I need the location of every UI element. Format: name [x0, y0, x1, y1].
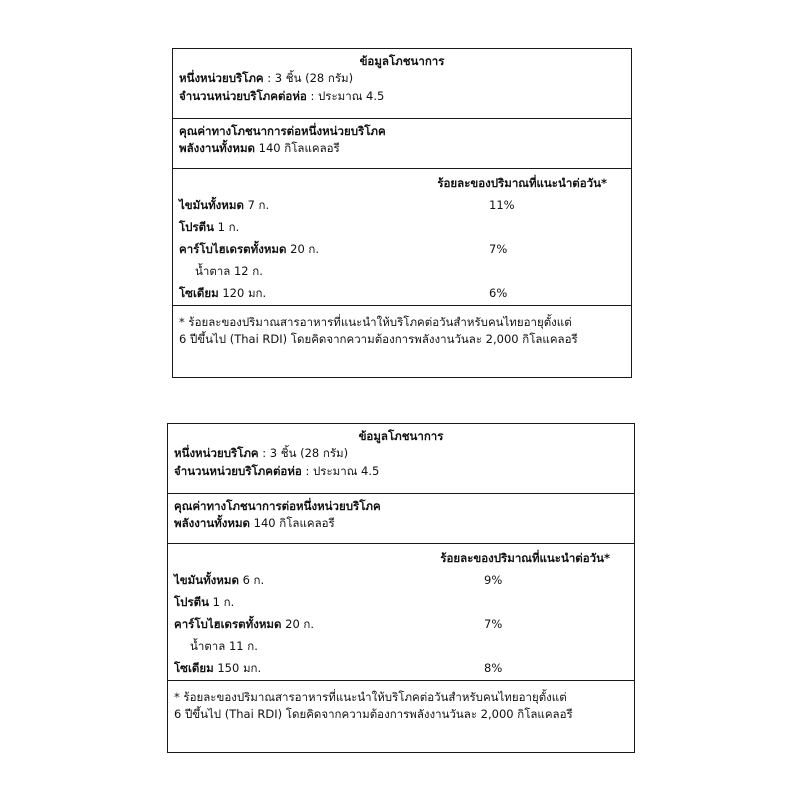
- nutrients-section: [173, 169, 631, 306]
- per-serving-heading: คุณค่าทางโภชนาการต่อหนึ่งหน่วยบริโภค: [179, 124, 386, 138]
- nutrient-name: ไขมันทั้งหมด: [179, 198, 244, 212]
- nutrients-section: [168, 544, 634, 681]
- nutrition-label-1: [172, 48, 632, 378]
- footnote-line-2: 6 ปีขึ้นไป (Thai RDI) โดยคิดจากความต้องการพลังงานวันละ 2,000 กิโลแคลอรี: [179, 332, 578, 347]
- nutrient-amount: 6 ก.: [238, 573, 265, 587]
- nutrient-row-sodium: [179, 285, 625, 307]
- rdi-heading: ร้อยละของปริมาณที่แนะนำต่อวัน*: [440, 551, 610, 565]
- rdi-heading: ร้อยละของปริมาณที่แนะนำต่อวัน*: [437, 176, 607, 190]
- nutrient-amount: น้ำตาล 12 ก.: [195, 264, 263, 278]
- servings-per-pack-value: : ประมาณ 4.5: [306, 88, 385, 103]
- serving-size-value: : 3 ชิ้น (28 กรัม): [263, 71, 354, 86]
- energy-value: 140 กิโลแคลอรี: [255, 141, 340, 156]
- footnote-line-1: * ร้อยละของปริมาณสารอาหารที่แนะนำให้บริโภคต่อวันสำหรับคนไทยอายุตั้งแต่: [174, 690, 567, 704]
- nutrient-row-protein: [179, 219, 625, 241]
- label-title: ข้อมูลโภชนาการ: [358, 429, 444, 443]
- energy-section: [168, 494, 634, 544]
- nutrient-pct: 9%: [484, 573, 503, 587]
- servings-per-pack-value: : ประมาณ 4.5: [301, 463, 380, 478]
- energy-line: [179, 140, 625, 157]
- serving-info-section: [168, 424, 634, 494]
- nutrient-row-fat: [174, 572, 628, 594]
- nutrient-row-sugar: [179, 263, 625, 285]
- nutrient-name: โปรตีน: [174, 595, 209, 609]
- energy-section: [173, 119, 631, 169]
- nutrient-amount: น้ำตาล 11 ก.: [190, 639, 258, 653]
- nutrient-amount: 7 ก.: [243, 198, 270, 212]
- nutrient-pct: 11%: [489, 198, 515, 212]
- footnote-line-2: 6 ปีขึ้นไป (Thai RDI) โดยคิดจากความต้องการพลังงานวันละ 2,000 กิโลแคลอรี: [174, 707, 573, 722]
- label-title: ข้อมูลโภชนาการ: [359, 54, 445, 68]
- energy-label: พลังงานทั้งหมด: [174, 516, 251, 531]
- footnote-section: [168, 681, 634, 728]
- servings-per-pack-label: จำนวนหน่วยบริโภคต่อห่อ: [174, 463, 302, 478]
- nutrient-name: ไขมันทั้งหมด: [174, 573, 239, 587]
- nutrient-amount: 1 ก.: [208, 595, 235, 609]
- serving-info-section: [173, 49, 631, 119]
- serving-size-label: หนึ่งหน่วยบริโภค: [179, 71, 264, 86]
- footnote-line-1: * ร้อยละของปริมาณสารอาหารที่แนะนำให้บริโภคต่อวันสำหรับคนไทยอายุตั้งแต่: [179, 315, 572, 329]
- serving-size-line: [179, 70, 625, 87]
- serving-size-label: หนึ่งหน่วยบริโภค: [174, 446, 259, 461]
- nutrient-pct: 8%: [484, 661, 503, 675]
- energy-value: 140 กิโลแคลอรี: [250, 516, 335, 531]
- footnote-section: [173, 306, 631, 353]
- nutrient-name: คาร์โบไฮเดรตทั้งหมด: [174, 617, 282, 631]
- nutrient-name: คาร์โบไฮเดรตทั้งหมด: [179, 242, 287, 256]
- energy-label: พลังงานทั้งหมด: [179, 141, 256, 156]
- servings-per-pack-label: จำนวนหน่วยบริโภคต่อห่อ: [179, 88, 307, 103]
- nutrient-amount: 1 ก.: [213, 220, 240, 234]
- nutrient-row-fat: [179, 197, 625, 219]
- nutrient-pct: 7%: [489, 242, 508, 256]
- nutrient-amount: 20 ก.: [281, 617, 315, 631]
- serving-size-line: [174, 445, 628, 462]
- nutrient-name: โซเดียม: [179, 286, 219, 300]
- servings-per-pack-line: [179, 88, 625, 105]
- nutrient-row-carbohydrate: [174, 616, 628, 638]
- nutrient-amount: 120 มก.: [218, 286, 267, 300]
- nutrient-row-carbohydrate: [179, 241, 625, 263]
- nutrient-name: โซเดียม: [174, 661, 214, 675]
- nutrient-pct: 7%: [484, 617, 503, 631]
- servings-per-pack-line: [174, 463, 628, 480]
- serving-size-value: : 3 ชิ้น (28 กรัม): [258, 446, 349, 461]
- per-serving-heading: คุณค่าทางโภชนาการต่อหนึ่งหน่วยบริโภค: [174, 499, 381, 513]
- nutrition-label-2: [167, 423, 635, 753]
- nutrient-row-sugar: [174, 638, 628, 660]
- nutrient-amount: 150 มก.: [213, 661, 262, 675]
- nutrient-amount: 20 ก.: [286, 242, 320, 256]
- nutrient-row-protein: [174, 594, 628, 616]
- nutrient-pct: 6%: [489, 286, 508, 300]
- nutrient-name: โปรตีน: [179, 220, 214, 234]
- energy-line: [174, 515, 628, 532]
- nutrient-row-sodium: [174, 660, 628, 682]
